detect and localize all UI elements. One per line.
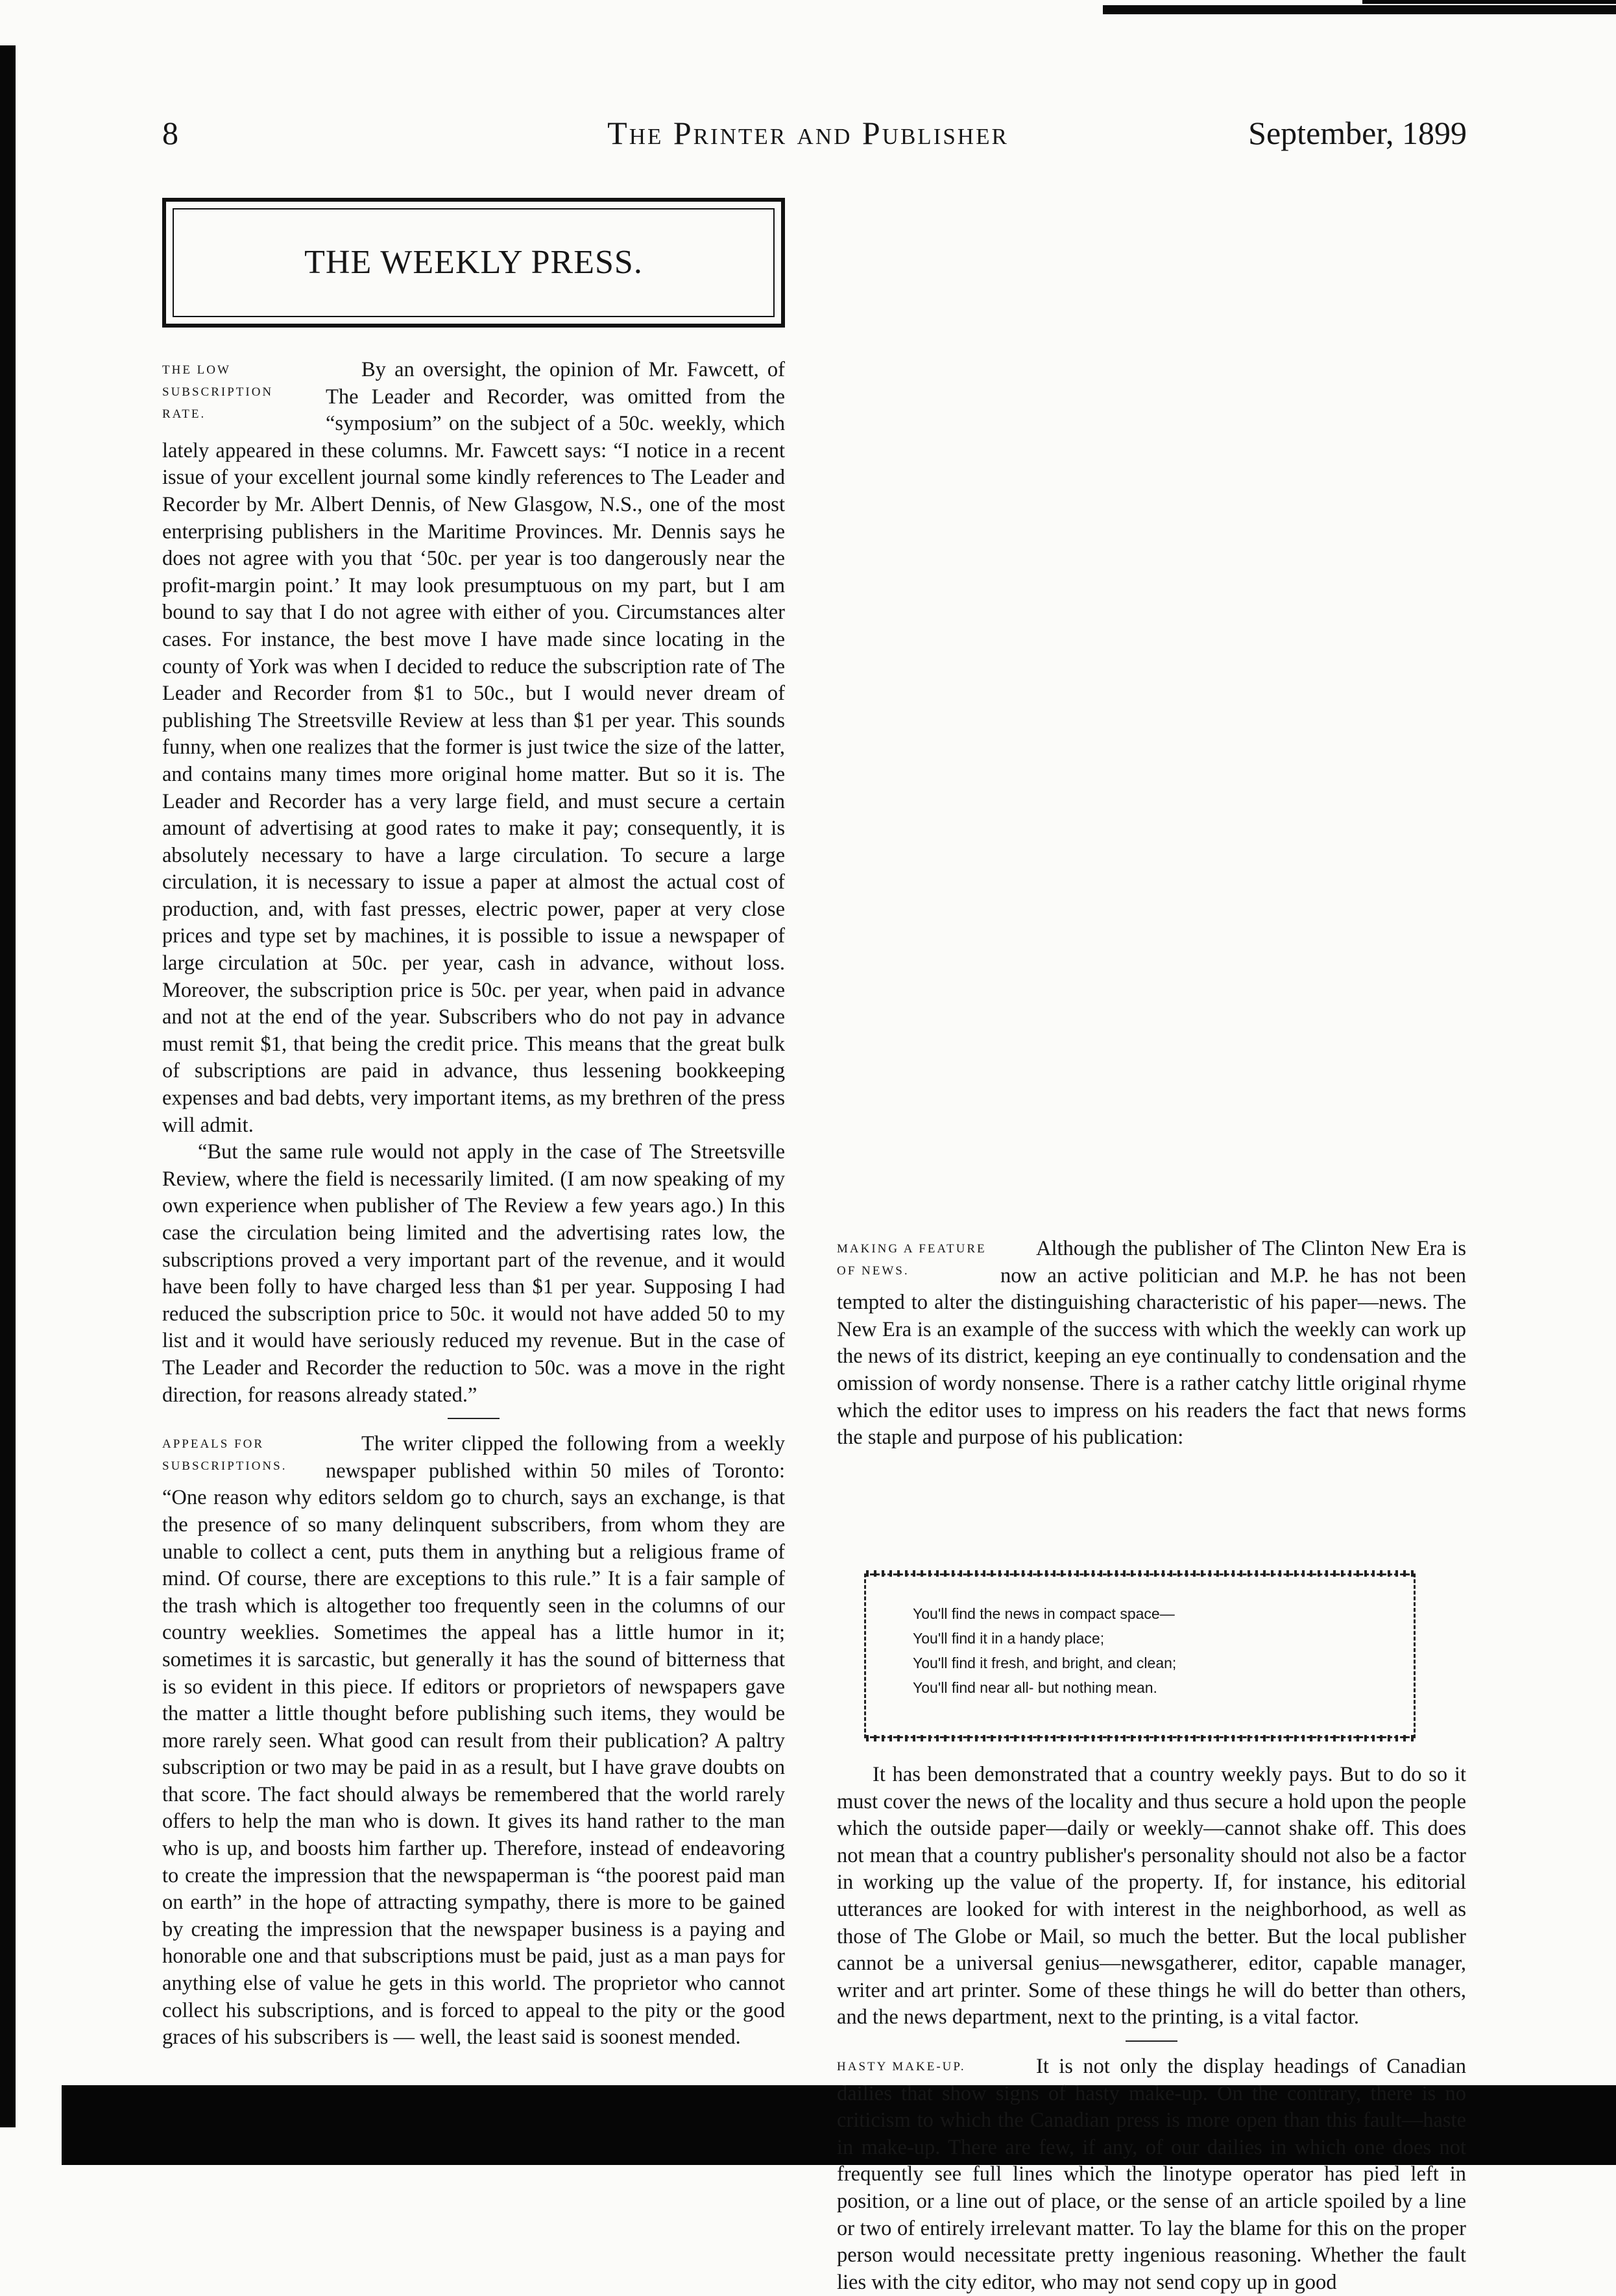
page-number: 8 <box>162 115 178 151</box>
article-3-after-poem: It has been demonstrated that a country weekly pays. But to do so it must cover the news of the locality and thus secure a hold upon the people which the outside paper—daily or weekly—cannot shake off. This does not mean that a country publisher's personality should not also be a factor in working up the value of the property. If, for instance, his editorial utterances are looked for with interest in the neighborhood, as well as those of The Globe or Mail, so much the better. But the local publisher cannot be a universal genius—newsgatherer, editor, capable manager, writer and art printer. Some of these things he will do better than others, and the news department, next to the printing, is a vital factor. <box>837 1763 1466 2029</box>
article-4-text-1: It is not only the display headings of Canadian dailies that show signs of hasty make-up. On the contrary, there is no criticism to which the Canadian press is more open than this fault—haste in make-up. There are few, if any, of our dailies in which one does not frequently see full lines which the linotype operator has pied left in position, or a line out of place, or the sense of an article spoiled by a line or two of entirely irrelevant matter. To lay the blame for this on the proper person would necessitate pretty ingenious reasoning. Whether the fault lies with the city editor, who may not send copy up in good <box>837 2054 1466 2294</box>
scan-edge-left <box>0 45 16 2127</box>
poem <box>913 1601 1394 1700</box>
scan-edge-top <box>1103 5 1616 14</box>
side-heading-appeals: APPEALS FOR SUBSCRIPTIONS. <box>162 1437 287 1474</box>
article-1-para-2: “But the same rule would not apply in the case of The Streetsville Review, where the field is necessarily limited. (I am now speaking of my own experience when publisher of The Review a few years ago.) In this case the circulation being limited and the advertising rates low, the subscriptions proved a very important part of the revenue, and it would have been folly to have charged less than $1 per year. Supposing I had reduced the subscription price to 50c. it would not have added 50 to my list and it would have seriously reduced my revenue. But in the case of The Leader and Recorder the reduction to 50c. was a move in the right direction, for reasons already stated.” <box>162 1140 785 1407</box>
section-title: THE WEEKLY PRESS. <box>304 244 643 281</box>
divider <box>1126 2040 1177 2042</box>
left-column <box>162 357 785 2051</box>
side-heading-hasty-makeup: HASTY MAKE-UP. <box>837 2059 966 2074</box>
poem-line: You'll find it in a handy place; <box>913 1630 1105 1647</box>
article-4-para-1 <box>837 2053 1466 2296</box>
poem-line: You'll find the news in compact space— <box>913 1605 1175 1622</box>
article-1-para-1 <box>162 357 785 1139</box>
side-heading-low-subscription: THE LOW SUBSCRIPTION RATE. <box>162 363 274 421</box>
scan-edge-top-2 <box>1362 0 1616 4</box>
side-heading-feature-news: MAKING A FEATURE OF NEWS. <box>837 1242 987 1278</box>
right-column <box>837 1236 1466 1452</box>
divider <box>448 1418 500 1419</box>
article-3-text-1: Although the publisher of The Clinton New Era is now an active politician and M.P. he has not been tempted to alter the distinguishing characteristic of his paper—news. The New Era is an example of the success with which the weekly can work up the news of its district, keeping an eye continually to condensation and the omission of wordy nonsense. There is a rather catchy little original rhyme which the editor uses to impress on his readers the fact that news forms the staple and purpose of his publication: <box>837 1237 1466 1450</box>
article-2-para-1 <box>162 1431 785 2051</box>
article-1-text-1: By an oversight, the opinion of Mr. Fawcett, of The Leader and Recorder, was omitted from the “symposium” on the subject of a 50c. weekly, which lately appeared in these columns. Mr. Fawcett says: “I notice in a recent issue of your excellent journal some kindly references to The Leader and Recorder by Mr. Albert Dennis, of New Glasgow, N.S., one of the most enterprising publishers in the Maritime Provinces. Mr. Dennis says he does not agree with you that ‘50c. per year is too dangerously near the profit-margin point.’ It may look presumptuous on my part, but I am bound to say that I do not agree with either of you. Circumstances alter cases. For instance, the best move I have made since locating in the county of York was when I decided to reduce the subscription rate of The Leader and Recorder from $1 to 50c., but I would never dream of publishing The Streetsville Review at less than $1 per year. This sounds funny, when one realizes that the former is just twice the size of the latter, and contains many times more original home matter. But so it is. The Leader and Recorder has a very large field, and must secure a certain amount of advertising at good rates to make it pay; consequently, it is absolutely necessary to have a large circulation. To secure a large circulation, it is necessary to issue a paper at almost the actual cost of production, and, with fast presses, electric power, paper at very close prices and type set by machines, it is possible to issue a newspaper of large circulation at 50c. per year, cash in advance, without loss. Moreover, the subscription price is 50c. per year, when paid in advance and not at the end of the year. Subscribers who do not pay in advance must remit $1, that being the credit price. This means that the great bulk of subscriptions are paid in advance, thus lessening bookkeeping expenses and bad debts, very important items, as my brethren of the press will admit. <box>162 358 785 1137</box>
poem-region <box>837 1563 1466 2296</box>
poem-box <box>864 1573 1416 1738</box>
poem-line: You'll find near all- but nothing mean. <box>913 1679 1157 1696</box>
article-3-para-1 <box>837 1236 1466 1452</box>
running-title: The Printer and Publisher <box>607 115 1009 151</box>
issue-date: September, 1899 <box>1248 115 1467 151</box>
article-2-text-1: The writer clipped the following from a weekly newspaper published within 50 miles of Toronto: “One reason why editors seldom go to church, says an exchange, is that the presence of so many delinquent subscribers, from whom they are unable to collect a cent, puts them in anything but a religious frame of mind. Of course, there are exceptions to this rule.” It is a fair sample of the trash which is altogether too frequently seen in the columns of our country weeklies. Sometimes the appeal has a little humor in it; sometimes it is sarcastic, but generally it has the sound of bitterness that is so evident in this piece. If editors or proprietors of newspapers gave the matter a little thought before publishing such items, they would be more rarely seen. What good can result from their publication? A paltry subscription or two may be paid in as a result, but I have grave doubts on that score. The fact should always be remembered that the world rarely offers to help the man who is down. It gives its hand rather to the man who is up, and boosts him farther up. Therefore, instead of endeavoring to create the impression that the newspaperman is “the poorest paid man on earth” in the hope of attracting sympathy, there is more to be gained by creating the impression that the newspaper business is a paying and honorable one and that subscriptions must be paid, just as a man pays for anything else of value he gets in this world. The proprietor who cannot collect his subscriptions, and is forced to appeal to the pity or the good graces of his subscribers is — well, the least said is soonest mended. <box>162 1432 785 2050</box>
poem-line: You'll find it fresh, and bright, and clean; <box>913 1655 1177 1671</box>
